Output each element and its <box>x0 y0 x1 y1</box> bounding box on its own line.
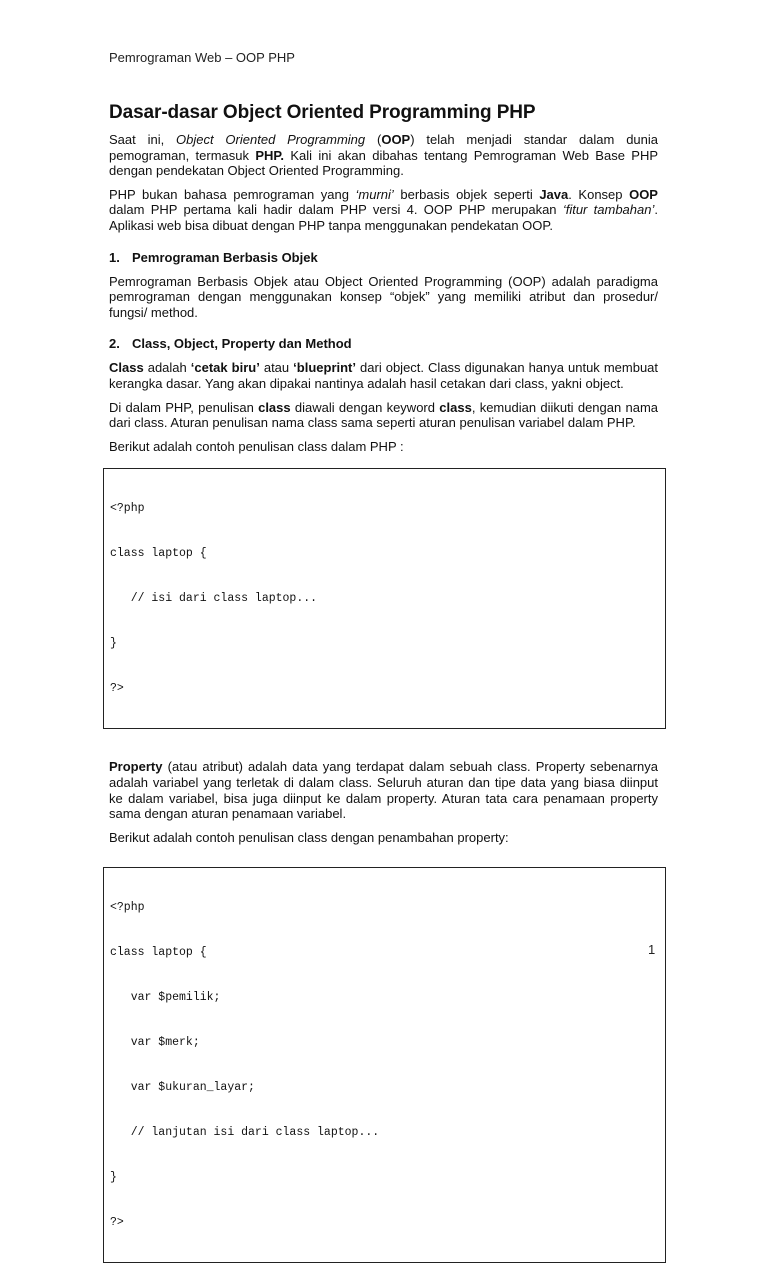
running-header: Pemrograman Web – OOP PHP <box>109 50 295 65</box>
section-2-paragraph-5: Berikut adalah contoh penulisan class dengan penambahan property: <box>109 829 509 845</box>
code-line: <?php <box>110 502 145 516</box>
code-line: ?> <box>110 1216 124 1230</box>
code-line: var $ukuran_layar; <box>110 1081 255 1095</box>
code-line: class laptop { <box>110 547 207 561</box>
intro-paragraph-1: Saat ini, Object Oriented Programming (OOP) telah menjadi standar dalam dunia pemograman, termasuk PHP. Kali ini akan dibahas tentang Pemrograman Web Base PHP dengan pendekatan Object Oriented Programming. <box>109 132 659 179</box>
code-line: var $merk; <box>110 1036 200 1050</box>
code-line: var $pemilik; <box>110 991 221 1005</box>
code-line: <?php <box>110 901 145 915</box>
section-2-paragraph-2: Di dalam PHP, penulisan class diawali dengan keyword class, kemudian diikuti dengan nama dari class. Aturan penulisan nama class sama seperti aturan penulisan variabel dalam PHP. <box>109 399 659 431</box>
document-body <box>109 102 658 1263</box>
section-2-paragraph-4: Property (atau atribut) adalah data yang terdapat dalam sebuah class. Property sebenarnya adalah variabel yang terletak di dalam class. Seluruh aturan dan tipe data yang biasa diinput ke dalam variabel, bisa juga diinput ke dalam property. Aturan tata cara penamaan property sama dengan aturan penamaan variabel. <box>109 759 658 822</box>
code-line: } <box>110 637 117 651</box>
document-title: Dasar-dasar Object Oriented Programming PHP <box>109 102 536 123</box>
code-line: ?> <box>110 682 124 696</box>
section-2-paragraph-3: Berikut adalah contoh penulisan class dalam PHP : <box>109 438 404 454</box>
code-block-property <box>103 867 666 1263</box>
section-2-paragraph-1: Class adalah ‘cetak biru’ atau ‘blueprint’ dari object. Class digunakan hanya untuk membuat kerangka dasar. Yang akan dipakai nantinya adalah hasil cetakan dari class, yakni object. <box>109 360 659 391</box>
section-2-heading: 2. Class, Object, Property dan Method <box>109 336 352 352</box>
page-number: 1 <box>648 942 656 957</box>
intro-paragraph-2: PHP bukan bahasa pemrograman yang ‘murni’ berbasis objek seperti Java. Konsep OOP dalam PHP pertama kali hadir dalam PHP versi 4. OOP PHP merupakan ‘fitur tambahan’. Aplikasi web bisa dibuat dengan PHP tanpa menggunakan pendekatan OOP. <box>109 186 658 233</box>
section-1-heading: 1. Pemrograman Berbasis Objek <box>109 249 318 265</box>
code-block-class <box>103 468 666 729</box>
section-1-number: 1. <box>109 249 120 265</box>
section-1-paragraph: Pemrograman Berbasis Objek atau Object Oriented Programming (OOP) adalah paradigma pemrograman dengan menggunakan konsep “objek” yang memiliki atribut dan prosedur/ fungsi/ method. <box>109 273 658 320</box>
code-line: // isi dari class laptop... <box>110 592 318 606</box>
code-line: // lanjutan isi dari class laptop... <box>110 1126 380 1140</box>
code-line: class laptop { <box>110 946 207 960</box>
code-line: } <box>110 1171 117 1185</box>
section-2-number: 2. <box>109 336 120 352</box>
